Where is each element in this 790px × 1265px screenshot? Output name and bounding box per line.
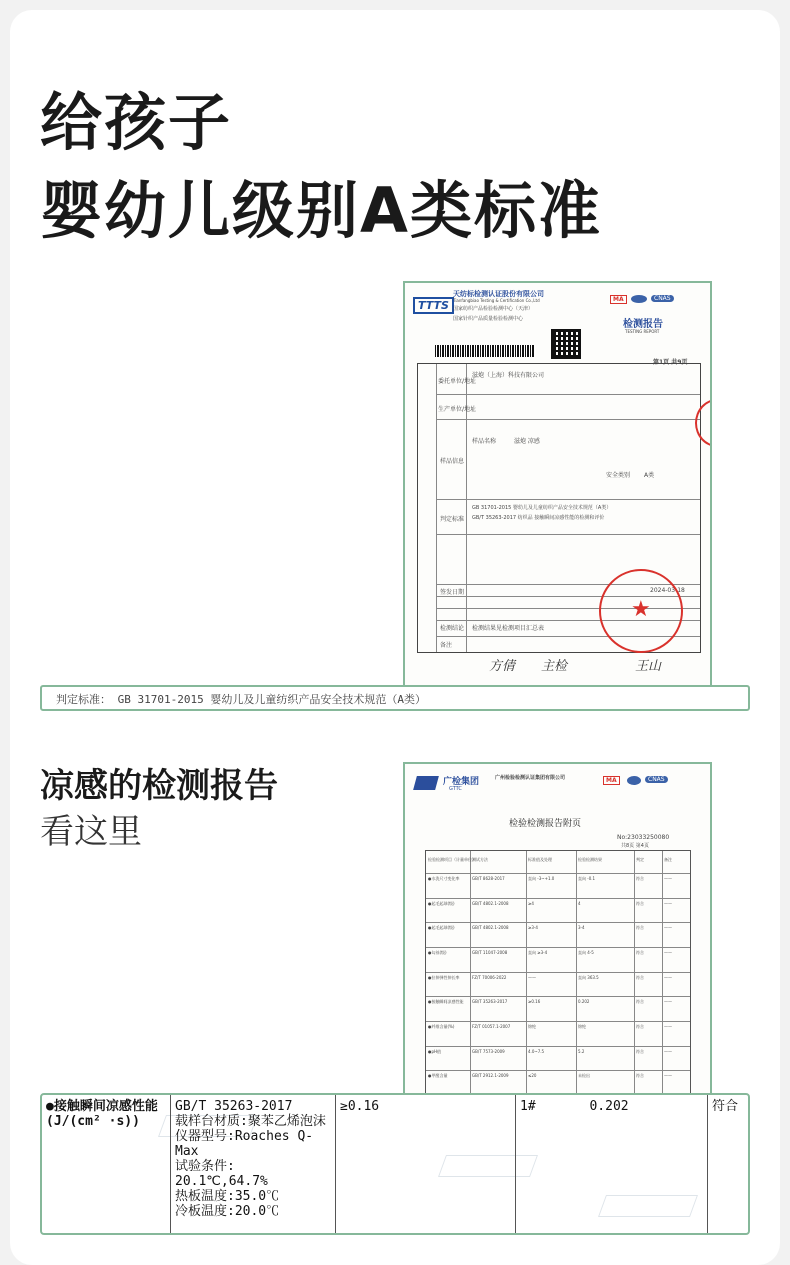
table-cell: ●水洗尺寸变化率 [428,876,460,881]
table-cell: 0.202 [578,999,590,1005]
cma-mark-2-icon: MA [603,776,620,785]
table-cell: 直向 363.5 [578,974,599,980]
table-col-line [634,851,635,1095]
table-row-line [426,1070,690,1071]
report1-standard-label: 判定标准 [440,516,465,523]
gttc-logo-icon [413,776,439,790]
zoom-method-line: 仪器型号:Roaches Q-Max [175,1129,314,1159]
table-cell: 直向 ≥3-4 [528,950,548,955]
zoom-method-cell [171,1095,336,1233]
table-row-line [426,1021,690,1022]
table-cell: —— [664,1073,672,1079]
report1-remark-label: 备注 [440,642,453,649]
zoom-verdict-cell [708,1095,748,1233]
table-cell: GB/T 11047-2008 [472,950,508,955]
table-cell: GB/T 7573-2009 [472,1048,505,1054]
table-cell: GB/T 8628-2017 [472,876,505,881]
report1-grade-value: A类 [644,472,655,479]
table-header-cell: 检验检测项目（计量单位） [428,857,476,862]
report1-sample-label: 样品信息 [440,458,465,465]
table-cell: 符合 [636,876,644,881]
table-header-cell: 标准值及处理 [528,857,552,862]
table-cell: GB/T 35263-2017 [472,999,508,1005]
table-cell: 符合 [636,999,644,1005]
table-row-line [426,947,690,948]
table-cell: 符合 [636,900,644,906]
table-cell: GB/T 4802.1-2008 [472,925,509,931]
section2-title: 凉感的检测报告 [40,766,278,806]
report1-standard-1: GB 31701-2015 婴幼儿及儿童纺织产品安全技术规范（A类） [472,505,612,511]
table-cell: 4.0~7.5 [528,1048,545,1054]
table-cell: 5.2 [578,1048,585,1054]
table-cell: 锦纶 [528,1024,536,1029]
test-report-image-2 [403,762,712,1096]
report1-org-name-en: Tianfangbiao Testing & Certification Co.,Ltd [453,298,540,303]
table-row-line [426,873,690,874]
coolness-result-zoom [40,1093,750,1235]
report2-table [425,850,691,1096]
ilac-mark-icon [631,295,647,303]
table-cell: 锦纶 [578,1024,586,1029]
report1-sample-name-label: 样品名称 [472,438,497,445]
zoom-method-line: 试验条件: [175,1159,235,1174]
table-header-cell: 判定 [636,857,644,862]
report2-org-name: 广州检验检测认证集团有限公司 [495,775,566,781]
report1-title-en: TESTING REPORT [625,329,660,334]
table-cell: 未检出 [578,1073,590,1079]
table-cell: —— [664,1024,672,1029]
table-cell: —— [664,950,672,955]
table-cell: ●起毛起球(级) [428,925,455,931]
report1-org-name: 天纺标检测认证股份有限公司 [453,290,544,298]
table-cell: 直向 -3~+1.0 [528,876,555,881]
ttts-logo: TTTS [413,297,454,314]
signature-1: 方倩 [489,659,516,674]
table-cell: 直向 -0.1 [578,876,596,881]
table-cell: ●pH值 [428,1048,442,1054]
table-cell: —— [664,876,672,881]
report1-grade-label: 安全类别 [606,472,631,479]
table-row-line [426,898,690,899]
report1-center2: 国家针织产品质量检验检测中心 [453,316,524,322]
table-col-line [576,851,577,1095]
table-cell: —— [664,999,672,1005]
table-cell: —— [664,900,672,906]
qr-code-icon [551,329,581,359]
section2-subtitle: 看这里 [40,812,142,852]
report1-maker-label: 生产单位/地址 [438,406,477,413]
table-col-line [470,851,471,1095]
cma-mark-icon: MA [610,295,627,304]
table-cell: 符合 [636,974,644,980]
report2-page: 共8页 第4页 [621,843,649,849]
report1-center1: 国家纺织产品检验检测中心（天津） [453,306,534,312]
table-cell: FZ/T 70006-2022 [472,974,507,980]
table-row-line [426,972,690,973]
table-cell: ●接触瞬间凉感性能 [428,999,464,1005]
table-cell: 4 [578,900,581,906]
zoom-method-line: 载样台材质:聚苯乙烯泡沫 [175,1114,326,1129]
table-cell: GB/T 4802.1-2008 [472,900,509,906]
test-report-image-1 [403,281,712,689]
table-header-cell: 备注 [664,857,672,862]
report1-date-label: 签发日期 [440,589,465,596]
table-cell: ●起毛起球(级) [428,900,455,906]
table-cell: 符合 [636,1024,644,1029]
ilac-mark-2-icon [627,776,641,785]
report2-logo-en: GTTC [449,786,462,792]
table-cell: 直向 4-5 [578,950,594,955]
table-cell: 3-4 [578,925,585,931]
report1-conclusion-value: 检测结果见检测项目汇总表 [472,625,545,632]
headline-line1: 给孩子 [40,86,233,159]
table-cell: 符合 [636,1073,644,1079]
zoom-verdict: 符合 [712,1099,739,1114]
table-cell: GB/T 2912.1-2009 [472,1073,509,1079]
table-cell: 符合 [636,950,644,955]
barcode-icon [435,345,535,357]
standard-bar: 判定标准： GB 31701-2015 婴幼儿及儿童纺织产品安全技术规范（A类） [40,685,750,711]
table-cell: FZ/T 01057.1-2007 [472,1024,511,1029]
table-cell: ●纤维含量(%) [428,1024,455,1029]
zoom-result-sample: 1# [520,1099,536,1114]
signature-3: 王山 [635,659,662,674]
report1-client-value: 滋炮（上海）科技有限公司 [472,372,545,379]
table-cell: ≥4 [528,900,534,906]
zoom-item-text: ●接触瞬间凉感性能(J/(cm² ·s)) [46,1099,158,1129]
report2-title: 检验检测报告附页 [509,819,582,829]
table-cell: ●甲醛含量 [428,1073,448,1079]
report1-title: 检测报告 [623,319,663,330]
table-cell: 符合 [636,1048,644,1054]
table-cell: —— [664,974,672,980]
zoom-standard-value: ≥0.16 [340,1099,380,1114]
report1-date-value: 2024-03-18 [650,587,685,594]
table-cell: —— [528,974,536,980]
report2-logo-text: 广检集团 [443,777,480,787]
table-header-cell: 测试方法 [472,857,488,862]
table-col-line [526,851,527,1095]
report1-page: 第1页 共9页 [653,359,688,366]
zoom-method-line: 20.1℃,64.7% [175,1174,268,1189]
signature-2: 主检 [541,659,568,674]
zoom-standard-cell [336,1095,516,1233]
table-cell: ●勾丝(级) [428,950,447,955]
zoom-method-line: 冷板温度:20.0℃ [175,1204,280,1219]
zoom-result-cell [516,1095,708,1233]
report1-conclusion-label: 检测结论 [440,625,465,632]
report1-client-label: 委托单位/地址 [438,378,477,385]
red-seal-stamp-icon: ★ [599,569,683,653]
report1-sample-name-value: 滋炮 凉感 [514,438,540,445]
table-cell: ≥3-4 [528,925,538,931]
headline-line2: 婴幼儿级别A类标准 [40,174,602,247]
table-cell: ≥0.16 [528,999,541,1005]
zoom-method-line: 热板温度:35.0℃ [175,1189,280,1204]
table-header-cell: 检验检测结果 [578,857,602,862]
table-col-line [662,851,663,1095]
table-row-line [426,1046,690,1047]
table-cell: 符合 [636,925,644,931]
table-cell: ●拉伸弹性伸长率 [428,974,460,980]
zoom-result-value: 0.202 [589,1099,629,1114]
table-cell: —— [664,925,672,931]
zoom-item-cell [42,1095,171,1233]
report2-report-no: No:23033250080 [617,834,670,841]
table-cell: —— [664,1048,672,1054]
report1-standard-2: GB/T 35263-2017 纺织品 接触瞬间凉感性能的检测和评价 [472,515,605,521]
table-row-line [426,996,690,997]
table-row-line [426,922,690,923]
cnas-mark-2-icon: CNAS [645,776,668,783]
table-cell: ≤20 [528,1073,537,1079]
cnas-mark-icon: CNAS [651,295,674,302]
zoom-method-line: GB/T 35263-2017 [175,1099,293,1114]
